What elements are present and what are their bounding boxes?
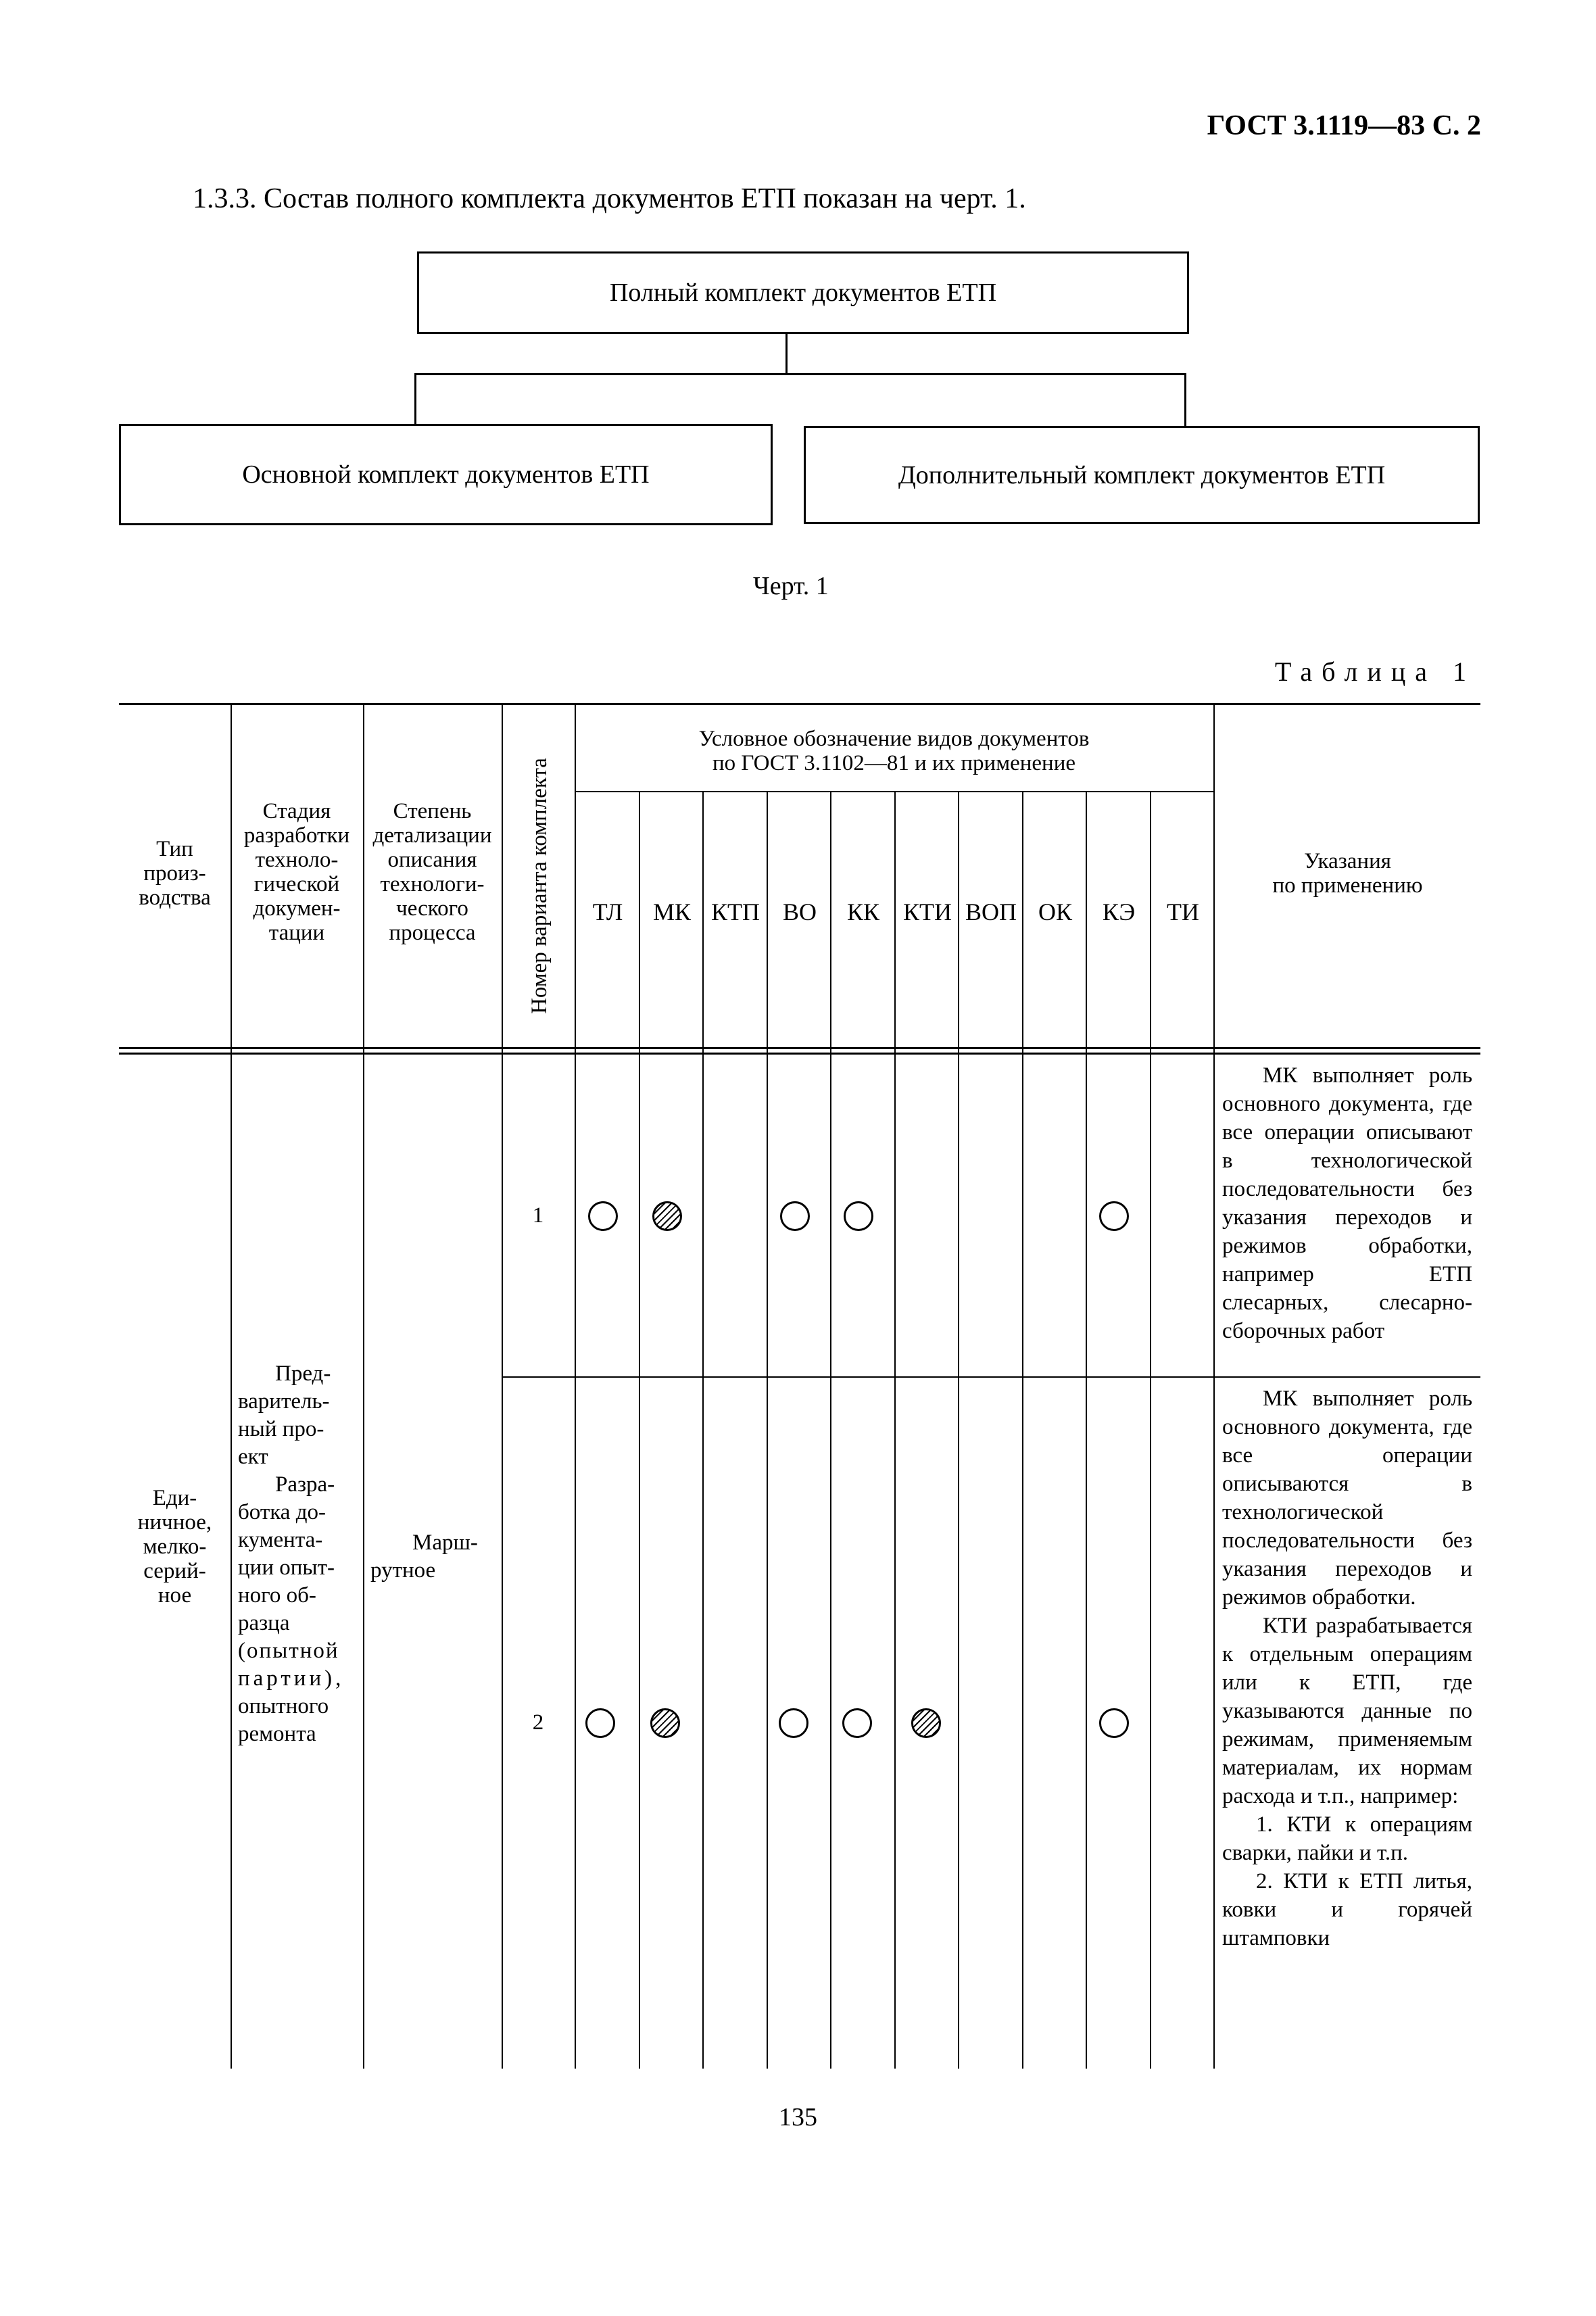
mark-hatched-kti xyxy=(911,1708,941,1738)
header-double-line-1 xyxy=(119,1047,1480,1049)
row-instructions: МК выполняет роль основного документа, где все операции описывают в технологической последовательности без указания переходов и режимов обработки, например ЕТП слесарных, слесарно-сборочных работ xyxy=(1222,1063,1472,1343)
header-type: Тип произ- водства xyxy=(139,837,211,910)
diagram-top-box xyxy=(417,251,1189,334)
code-kti: КТИ xyxy=(903,898,952,925)
variant-number: 1 xyxy=(532,1203,544,1228)
col-line-10 xyxy=(958,791,959,2069)
diagram-right-box xyxy=(804,426,1480,524)
mark-open-tl xyxy=(585,1708,615,1738)
col-line-9 xyxy=(894,791,896,2069)
col-line-11 xyxy=(1022,791,1023,2069)
mark-hatched-mk xyxy=(652,1201,682,1231)
table-top-border xyxy=(119,703,1480,705)
code-vop: ВОП xyxy=(965,898,1017,925)
diagram-connector-right xyxy=(1184,373,1186,426)
col-line-12 xyxy=(1086,791,1087,2069)
table-caption: Таблица 1 xyxy=(1274,656,1476,687)
code-ok: ОК xyxy=(1038,898,1072,925)
col-line-13 xyxy=(1150,791,1151,2069)
col-line-3 xyxy=(502,703,503,2069)
header-double-line-2 xyxy=(119,1053,1480,1055)
variant-number: 2 xyxy=(532,1710,544,1735)
diagram-left-box xyxy=(119,424,773,525)
header-docs-group: Условное обозначение видов документов по ГОСТ 3.1102—81 и их применение xyxy=(698,727,1090,775)
col-line-5 xyxy=(639,791,640,2069)
code-mk: МК xyxy=(652,898,692,925)
mark-open-kk xyxy=(842,1708,872,1738)
mark-hatched-mk xyxy=(650,1708,680,1738)
intro-paragraph: 1.3.3. Состав полного комплекта документов ЕТП показан на черт. 1. xyxy=(193,183,1026,214)
mark-open-tl xyxy=(588,1201,618,1231)
body-type: Еди- ничное, мелко- серий- ное xyxy=(137,1486,212,1608)
diagram-caption: Черт. 1 xyxy=(753,572,829,600)
mark-open-vo xyxy=(779,1708,808,1738)
diagram-connector-left xyxy=(414,373,416,426)
body-detail: Марш- рутное xyxy=(370,1530,478,1583)
code-ti: ТИ xyxy=(1167,898,1199,925)
col-line-7 xyxy=(767,791,768,2069)
code-ke: КЭ xyxy=(1102,898,1136,925)
row-separator xyxy=(502,1376,1480,1378)
body-stage: Пред- варитель- ный про- ект Разра- ботка до- кумента- ции опыт- ного об- разца (опытной партии), опытного ремонта xyxy=(238,1361,345,1746)
diagram-right-label: Дополнительный комплект документов ЕТП xyxy=(898,460,1386,489)
header-detail: Степень детализации описания технологи- ческого процесса xyxy=(372,799,492,945)
header-instructions: Указания по применению xyxy=(1272,849,1423,898)
diagram-connector-horizontal xyxy=(414,373,1186,375)
document-header: ГОСТ 3.1119—83 С. 2 xyxy=(1207,110,1481,141)
diagram-top-label: Полный комплект документов ЕТП xyxy=(609,279,997,307)
mark-open-vo xyxy=(780,1201,810,1231)
code-tl: ТЛ xyxy=(592,898,623,925)
diagram-left-label: Основной комплект документов ЕТП xyxy=(242,460,650,489)
mark-open-ke xyxy=(1099,1201,1129,1231)
mark-open-ke xyxy=(1099,1708,1129,1738)
header-stage: Стадия разработки техноло- гической докумен- тации xyxy=(243,799,350,945)
row-instructions: МК выполняет роль основного документа, где все операции описываются в технологической последовательности без указания переходов и режимов обработки. КТИ разрабатывается к отдельным операциям или к ЕТП, где указываются данные по режимам, применяемым материалам, их нормам расхода и т.п., например: 1. КТИ к операциям сварки, пайки и т.п. 2. КТИ к ЕТП литья, ковки и горячей штамповки xyxy=(1222,1386,1472,1950)
page-number: 135 xyxy=(779,2103,817,2131)
diagram-connector-vertical xyxy=(785,334,788,373)
code-vo: ВО xyxy=(782,898,817,925)
code-ktp: КТП xyxy=(711,898,760,925)
code-kk: КК xyxy=(846,898,880,925)
header-variant-number: Номер варианта комплекта xyxy=(527,758,552,1014)
col-line-8 xyxy=(830,791,831,2069)
col-line-6 xyxy=(702,791,704,2069)
mark-open-kk xyxy=(844,1201,873,1231)
